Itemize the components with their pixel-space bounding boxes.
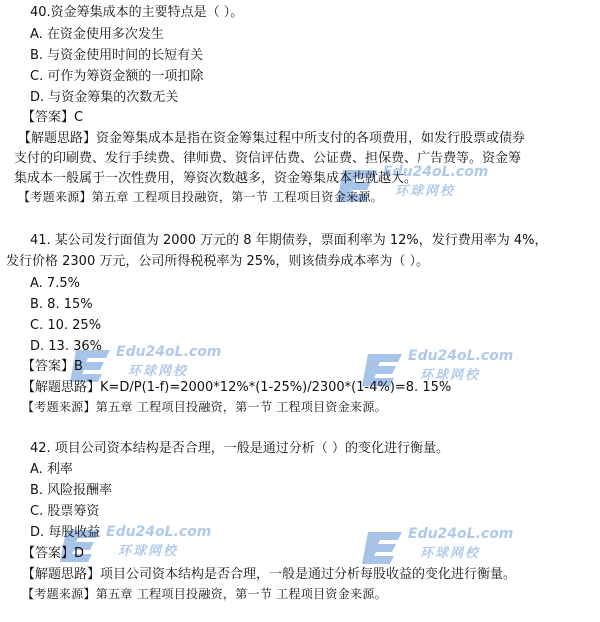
option-b: B. 与资金使用时间的长短有关 [30, 48, 204, 63]
watermark-cn: 环球网校 [420, 368, 481, 383]
analysis-line: 集成本一般属于一次性费用，筹资次数越多，资金筹集成本也就越大。 [14, 171, 418, 186]
analysis-line: 【解题思路】K=D/P(1-f)=2000*12%*(1-25%)/2300*(1-4%)=8. 15% [22, 380, 452, 395]
watermark-en: Edu24oL.com [408, 348, 514, 364]
watermark-en: Edu24oL.com [116, 344, 222, 360]
analysis-line: 【解题思路】资金筹集成本是指在资金筹集过程中所支付的各项费用，如发行股票或债券 [18, 131, 526, 146]
option-b: B. 8. 15% [30, 297, 93, 312]
watermark-cn: 环球网校 [420, 546, 481, 561]
question-source: 【考题来源】第五章 工程项目投融资，第一节 工程项目资金来源。 [22, 400, 387, 414]
option-a: A. 利率 [30, 462, 73, 477]
analysis-line: 支付的印刷费、发行手续费、律师费、资信评估费、公证费、担保费、广告费等。资金筹 [14, 151, 522, 166]
watermark-en: Edu24oL.com [106, 524, 212, 540]
question-source: 【考题来源】第五章 工程项目投融资，第一节 工程项目资金来源。 [18, 190, 383, 204]
option-d: D. 与资金筹集的次数无关 [30, 90, 179, 105]
analysis-line: 【解题思路】项目公司资本结构是否合理，一般是通过分析每股收益的变化进行衡量。 [22, 567, 517, 582]
option-d: D. 每股收益 [30, 525, 101, 540]
watermark-cn: 环球网校 [128, 364, 189, 379]
question-stem: 41. 某公司发行面值为 2000 万元的 8 年期债券，票面利率为 12%，发行费用率为 4%， [30, 233, 548, 248]
option-c: C. 10. 25% [30, 318, 102, 333]
option-a: A. 7.5% [30, 276, 80, 291]
question-stem: 42. 项目公司资本结构是否合理，一般是通过分析（ ）的变化进行衡量。 [30, 441, 449, 456]
watermark-cn: 环球网校 [118, 544, 179, 559]
watermark-en: Edu24oL.com [383, 164, 489, 180]
question-stem: 40.资金筹集成本的主要特点是（ ）。 [30, 5, 244, 20]
option-b: B. 风险报酬率 [30, 483, 113, 498]
globe-logo-icon [360, 526, 410, 570]
question-source: 【考题来源】第五章 工程项目投融资，第一节 工程项目资金来源。 [22, 587, 387, 601]
option-d: D. 13. 36% [30, 339, 102, 354]
answer: 【答案】B [22, 359, 83, 374]
question-stem: 发行价格 2300 万元，公司所得税税率为 25%，则该债券成本率为（ ）。 [6, 254, 430, 269]
watermark-cn: 环球网校 [395, 184, 456, 199]
watermark-en: Edu24oL.com [408, 526, 514, 542]
option-a: A. 在资金使用多次发生 [30, 27, 164, 42]
answer: 【答案】D [22, 546, 85, 561]
option-c: C. 股票筹资 [30, 504, 100, 519]
option-c: C. 可作为筹资金额的一项扣除 [30, 69, 204, 84]
answer: 【答案】C [22, 110, 84, 125]
